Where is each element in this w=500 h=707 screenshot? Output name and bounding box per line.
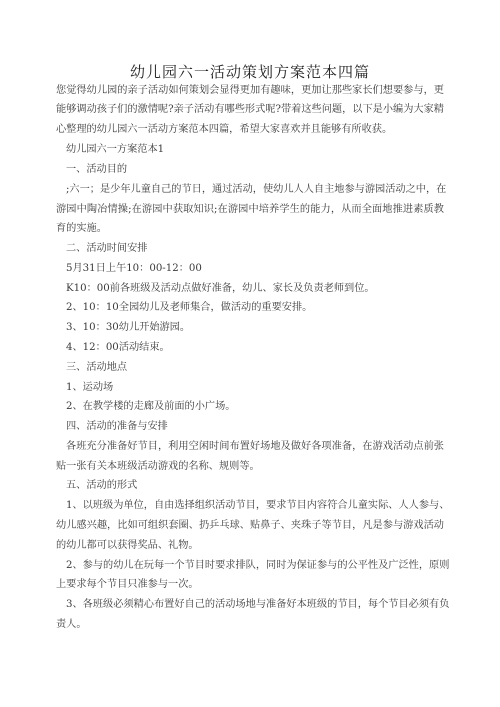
list-item: 5月31日上午10：00-12：00	[66, 263, 202, 274]
paragraph-line: 幼儿感兴趣，比如可组织套圈、扔乒乓球、贴鼻子、夹珠子等节目，凡是参与游戏活动	[56, 520, 444, 531]
paragraph-line: 育的实施。	[56, 223, 107, 234]
paragraph-line: 贴一张有关本班级活动游戏的名称、规则等。	[56, 461, 260, 472]
section-heading-4: 四、活动的准备与安排	[66, 421, 168, 432]
section-heading-1: 一、活动目的	[66, 164, 128, 175]
paragraph-line: 1、以班级为单位，自由选择组织活动节目，要求节目内容符合儿童实际、人人参与、	[66, 500, 450, 511]
section-heading-2: 二、活动时间安排	[66, 243, 148, 254]
paragraph-line: ;六一；是少年儿童自己的节日，通过活动，使幼儿人人自主地参与游园活动之中，在	[66, 184, 447, 195]
paragraph-line: 各班充分准备好节目，利用空闲时间布置好场地及做好各项准备，在游戏活动点前张	[66, 441, 444, 452]
section-heading-5: 五、活动的形式	[66, 480, 138, 491]
intro-line-2: 能够调动孩子们的激情呢?亲子活动有哪些形式呢?带着这些问题，以下是小编为大家精	[56, 104, 444, 115]
list-item: 1、运动场	[66, 382, 114, 393]
plan-heading: 幼儿园六一方案范本1	[66, 144, 165, 155]
list-item: K10：00前各班级及活动点做好准备，幼儿、家长及负责老师到位。	[66, 283, 375, 294]
list-item: 3、10：30幼儿开始游园。	[66, 322, 191, 333]
document-title: 幼儿园六一活动策划方案范本四篇	[129, 63, 370, 81]
list-item: 4、12：00活动结束。	[66, 342, 170, 353]
intro-line-1: 您觉得幼儿园的亲子活动如何策划会显得更加有趣味，更加让那些家长们想要参与，更	[56, 85, 444, 96]
paragraph-line: 责人。	[56, 619, 87, 630]
intro-line-3: 心整理的幼儿园六一活动方案范本四篇，希望大家喜欢并且能够有所收获。	[56, 124, 393, 135]
list-item: 2、在教学楼的走廊及前面的小广场。	[66, 401, 236, 412]
section-heading-3: 三、活动地点	[66, 362, 128, 373]
paragraph-line: 的幼儿都可以获得奖品、礼物。	[56, 540, 199, 551]
paragraph-line: 2、参与的幼儿在玩每一个节目时要求排队，同时为保证参与的公平性及广泛性，原则	[66, 560, 450, 571]
paragraph-line: 游园中陶冶情操;在游园中获取知识;在游园中培养学生的能力，从而全面地推进素质教	[56, 204, 444, 215]
paragraph-line: 3、各班级必须精心布置好自己的活动场地与准备好本班级的节目，每个节目必须有负	[66, 599, 450, 610]
list-item: 2、10：10全园幼儿及老师集合，做活动的重要安排。	[66, 302, 313, 313]
paragraph-line: 上要求每个节目只准参与一次。	[56, 579, 199, 590]
